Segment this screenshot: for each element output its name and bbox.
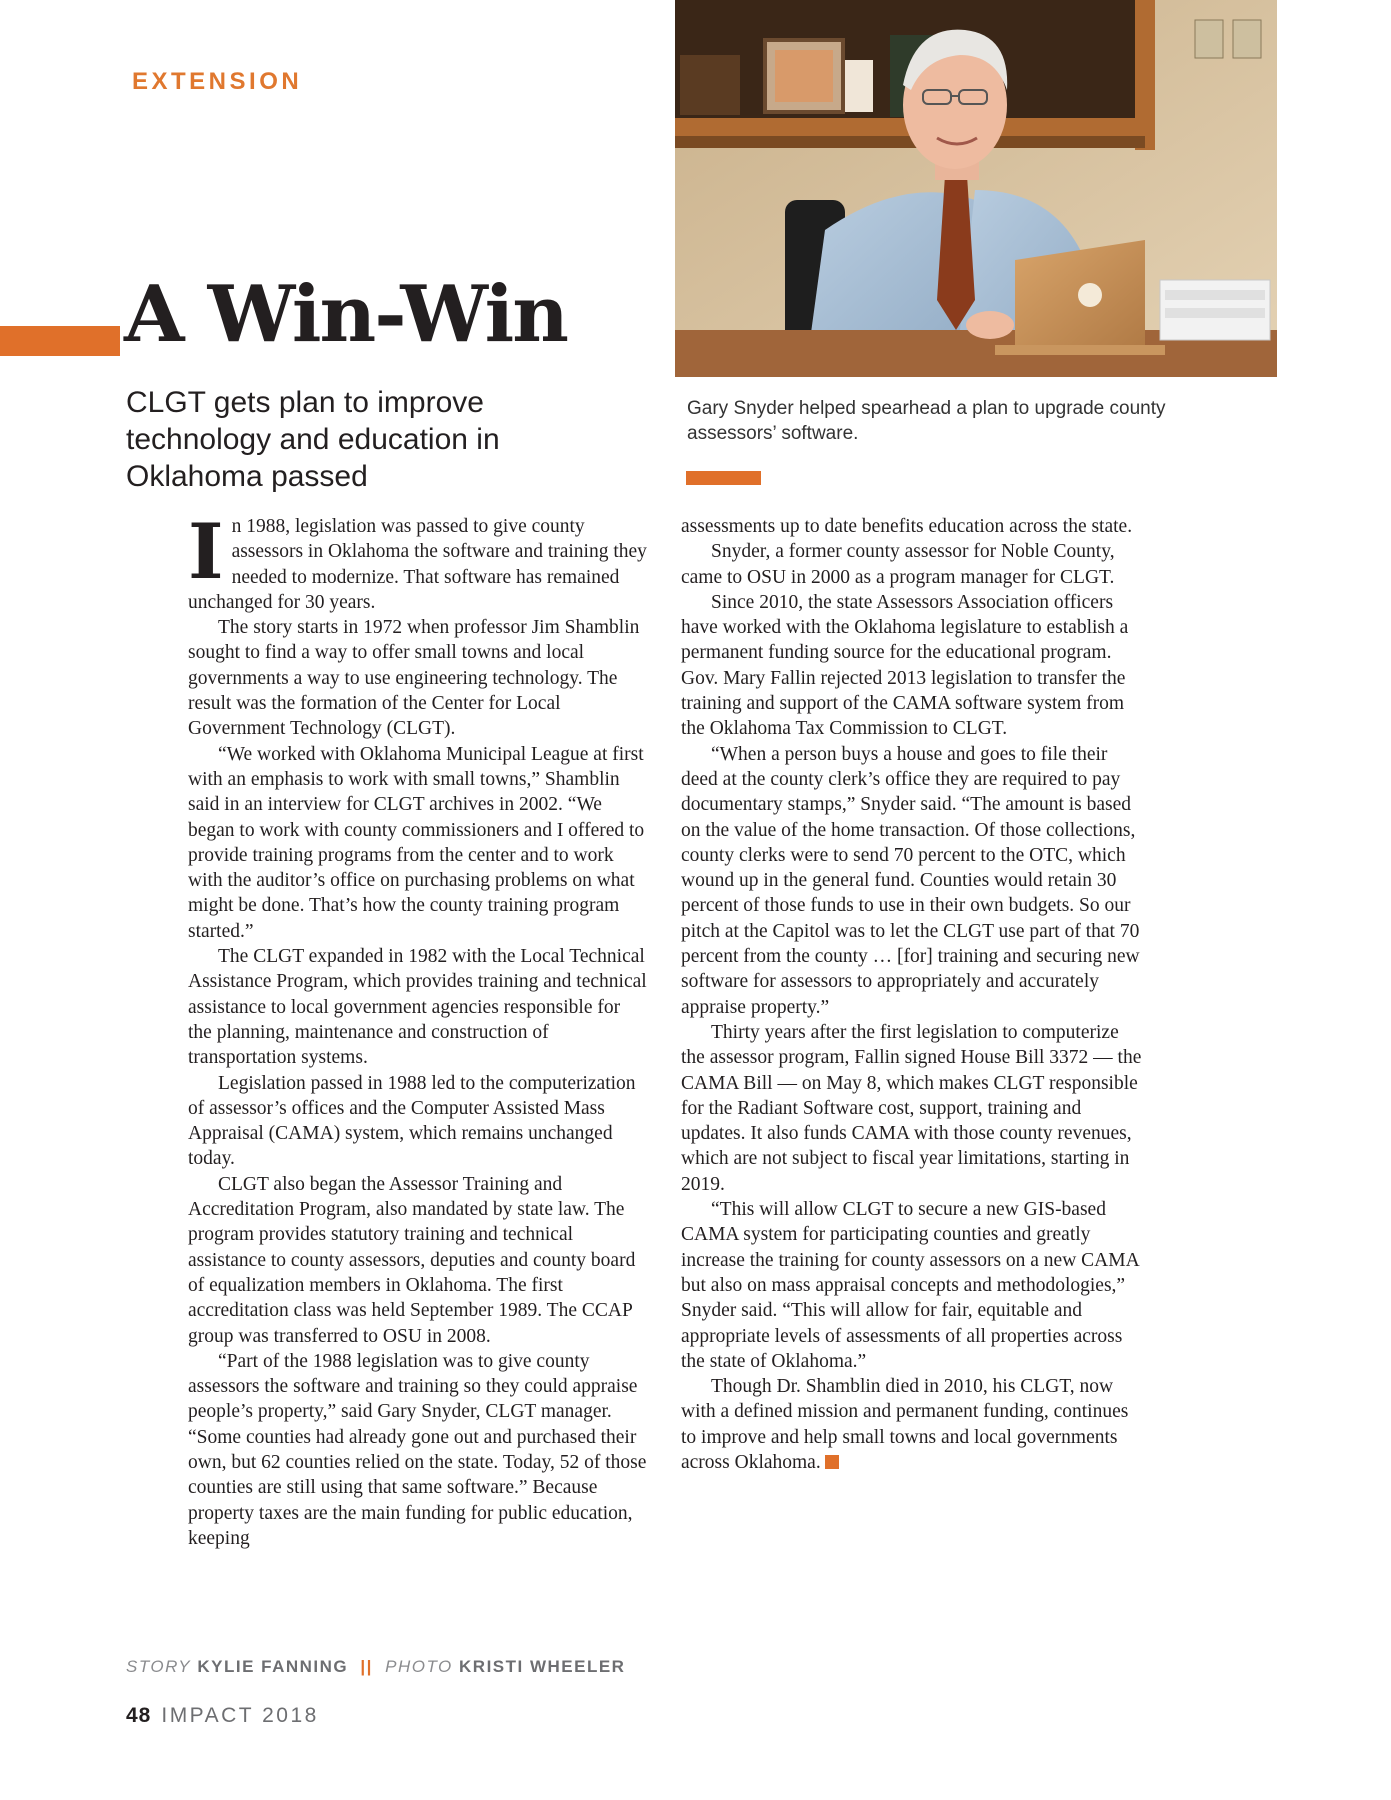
- article-paragraph: Legislation passed in 1988 led to the computerization of assessor’s offices and the Computer Assisted Mass Appraisal (CAMA) system, which remains unchanged today.: [188, 1072, 636, 1170]
- credits-separator: ||: [360, 1657, 373, 1676]
- story-author: KYLIE FANNING: [197, 1657, 349, 1676]
- page-footer: [126, 1704, 319, 1728]
- end-mark: [825, 1455, 839, 1469]
- article-paragraph: The story starts in 1972 when professor Jim Shamblin sought to find a way to offer small towns and local governments a way to use engineering technology. The result was the formation of the Center for Local Government Technology (CLGT).: [188, 617, 640, 740]
- article-title: A Win-Win: [124, 269, 567, 360]
- article-paragraph: “We worked with Oklahoma Municipal League at first with an emphasis to work with small towns,” Shamblin said in an interview for CLGT archives in 2002. “We began to work with county commissioners and I offered to provide training programs from the center and to work with the auditor’s office on purchasing problems on what might be done. That’s how the county training program started.”: [188, 743, 645, 942]
- portrait-photo-illustration: [675, 0, 1277, 377]
- article-subtitle: CLGT gets plan to improve technology and education in Oklahoma passed: [126, 386, 500, 493]
- photo-caption: Gary Snyder helped spearhead a plan to upgrade county assessors’ software.: [687, 398, 1166, 444]
- portrait-photo: [675, 0, 1277, 377]
- publication-name: IMPACT 2018: [161, 1704, 319, 1727]
- photographer: KRISTI WHEELER: [459, 1657, 626, 1676]
- article-paragraph: Since 2010, the state Assessors Association officers have worked with the Oklahoma legislature to establish a permanent funding source for the educational program. Gov. Mary Fallin rejected 2013 legislation to transfer the training and support of the CAMA software system from the Oklahoma Tax Commission to CLGT.: [681, 591, 1129, 740]
- article-paragraph: Thirty years after the first legislation to computerize the assessor program, Fallin signed House Bill 3372 — the CAMA Bill — on May 8, which makes CLGT responsible for the Radiant Software cost, support, training and updates. It also funds CAMA with those county revenues, which are not subject to fiscal year limitations, starting in 2019.: [681, 1021, 1142, 1195]
- photo-role: PHOTO: [385, 1657, 453, 1676]
- story-role: STORY: [126, 1657, 192, 1676]
- article-paragraph: assessments up to date benefits education across the state.: [681, 516, 1133, 537]
- section-label: EXTENSION: [132, 68, 303, 95]
- drop-cap: I: [188, 507, 224, 596]
- article-paragraph: Snyder, a former county assessor for Noble County, came to OSU in 2000 as a program manager for CLGT.: [681, 541, 1115, 588]
- page-number: 48: [126, 1704, 152, 1727]
- article-column-1: [188, 507, 648, 1551]
- byline-credits: [126, 1657, 625, 1677]
- article-column-2: [681, 514, 1147, 1475]
- article-paragraph: “When a person buys a house and goes to file their deed at the county clerk’s office they are required to pay documentary stamps,” Snyder said. “The amount is based on the value of the home transaction. Of those collections, county clerks were to send 70 percent to the OTC, which wound up in the general fund. Counties would retain 30 percent of those funds to use in their own budgets. So our pitch at the Capitol was to let the CLGT use part of that 70 percent from the county … [for] training and securing new software for assessors to appropriately and accurately appraise property.”: [681, 743, 1140, 1018]
- article-paragraph: The CLGT expanded in 1982 with the Local Technical Assistance Program, which provides training and technical assistance to local government agencies responsible for the planning, maintenance and construction of transportation systems.: [188, 946, 647, 1069]
- title-accent-bar: [0, 326, 120, 356]
- caption-accent-bar: [686, 471, 761, 485]
- article-paragraph: “Part of the 1988 legislation was to give county assessors the software and training so they could appraise people’s property,” said Gary Snyder, CLGT manager. “Some counties had already gone out and purchased their own, but 62 counties relied on the state. Today, 52 of those counties are still using that same software.” Because property taxes are the main funding for public education, keeping: [188, 1350, 647, 1549]
- article-paragraph: CLGT also began the Assessor Training and Accreditation Program, also mandated by state law. The program provides statutory training and technical assistance to county assessors, deputies and county board of equalization members in Oklahoma. The first accreditation class was held September 1989. The CCAP group was transferred to OSU in 2008.: [188, 1173, 636, 1347]
- article-paragraph: Though Dr. Shamblin died in 2010, his CLGT, now with a defined mission and permanent funding, continues to improve and help small towns and local governments across Oklahoma.: [681, 1376, 1129, 1473]
- article-paragraph: “This will allow CLGT to secure a new GIS-based CAMA system for participating counties and greatly increase the training for county assessors on a new CAMA but also on mass appraisal concepts and methodologies,” Snyder said. “This will allow for fair, equitable and appropriate levels of assessments of all properties across the state of Oklahoma.”: [681, 1199, 1139, 1372]
- article-paragraph: In 1988, legislation was passed to give county assessors in Oklahoma the software and training they needed to modernize. That software has remained unchanged for 30 years.: [188, 507, 647, 613]
